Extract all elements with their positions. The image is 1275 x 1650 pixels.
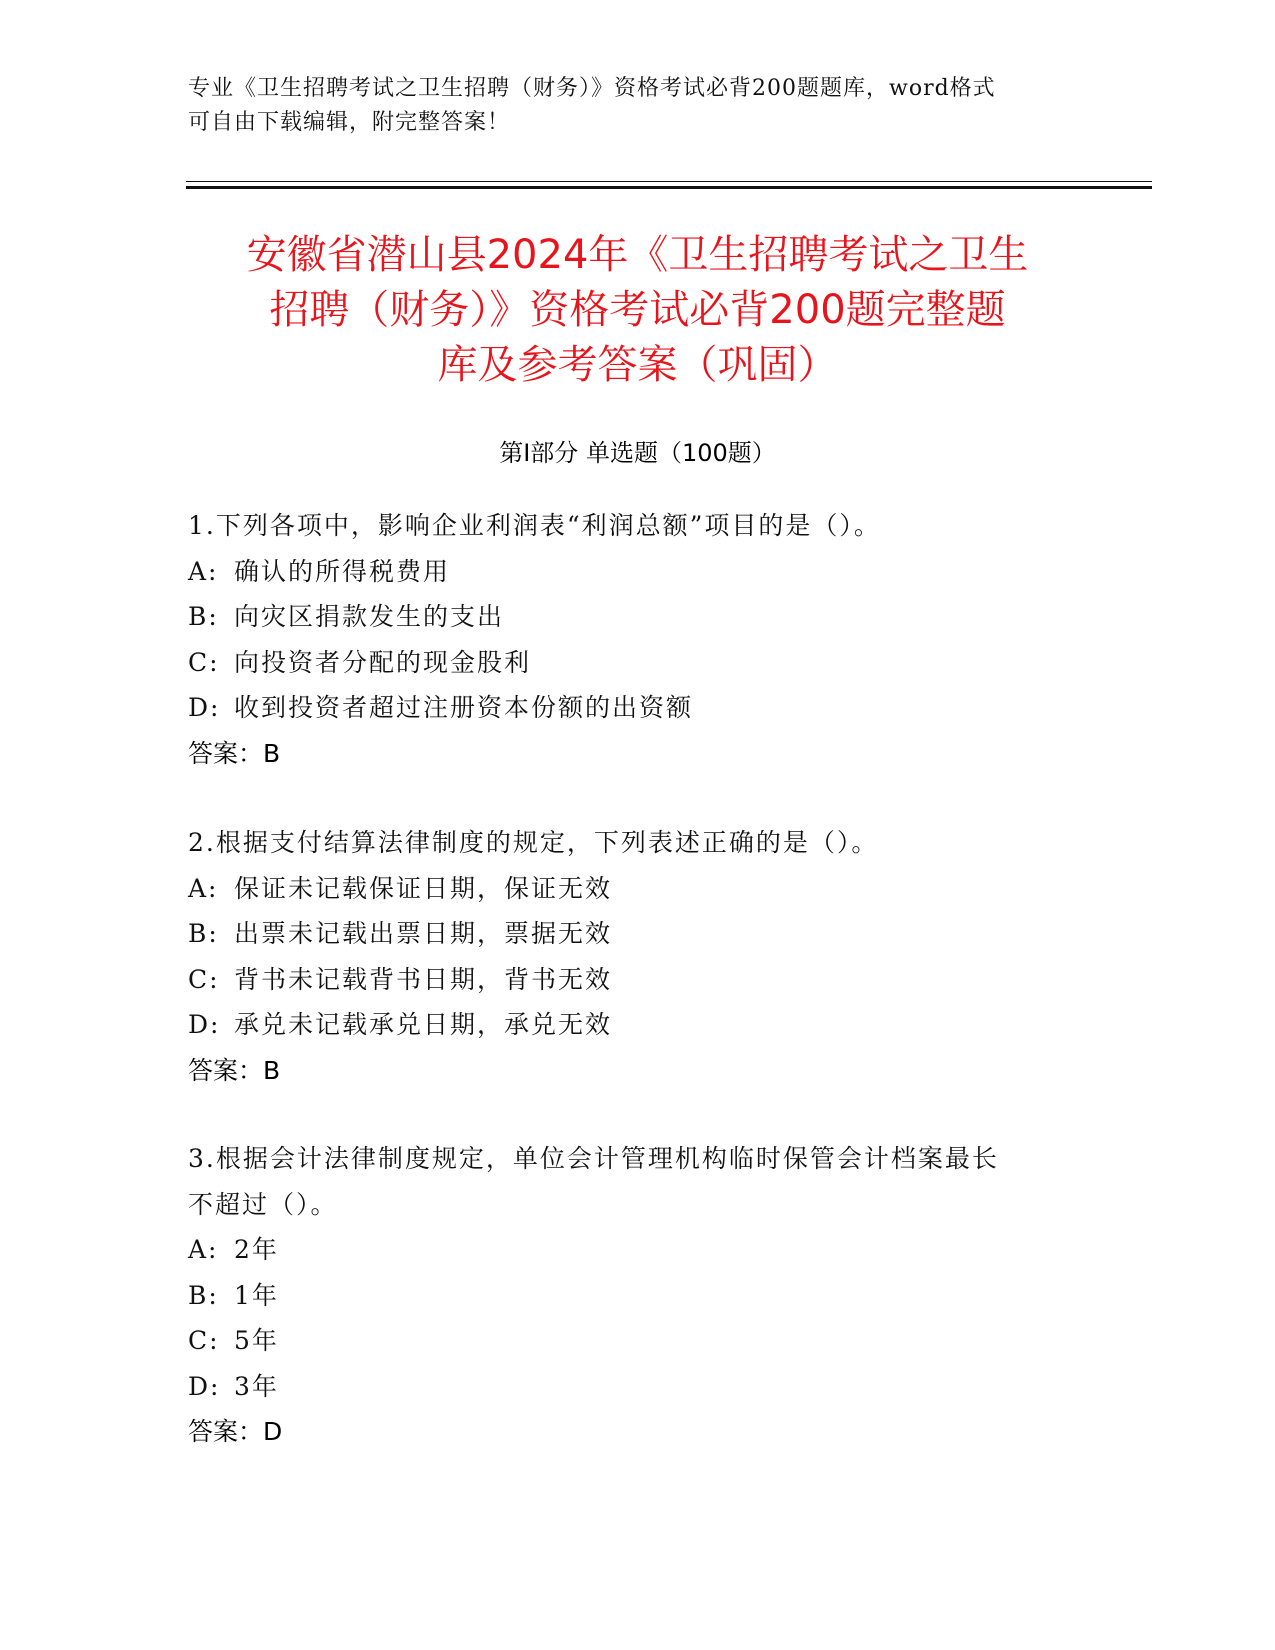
option-c <box>188 1318 1088 1364</box>
header-divider-thick <box>186 186 1152 189</box>
title-line: 招聘（财务）》资格考试必背200题完整题 <box>269 287 1006 333</box>
section-title: 第Ⅰ部分 单选题（100题） <box>499 439 776 467</box>
option-letter: C: <box>188 647 220 677</box>
option-letter: A: <box>188 1235 219 1264</box>
option-text: 2年 <box>234 1235 279 1264</box>
option-text: 收到投资者超过注册资本份额的出资额 <box>234 693 694 722</box>
option-letter: B: <box>188 1280 219 1310</box>
option-letter: C: <box>188 964 220 994</box>
question-2 <box>188 820 1088 1093</box>
answer-line: 答案：B <box>188 738 281 768</box>
answer-line: 答案：D <box>188 1417 283 1446</box>
header-note-line: 可自由下载编辑，附完整答案！ <box>188 110 511 135</box>
header-divider-thin <box>186 181 1152 182</box>
option-a <box>188 866 1088 912</box>
option-a <box>188 549 1088 595</box>
option-text: 3年 <box>234 1371 279 1401</box>
option-letter: A: <box>188 873 219 903</box>
question-stem: 2.根据支付结算法律制度的规定，下列表述正确的是（）。 <box>188 828 879 857</box>
option-b <box>188 911 1088 957</box>
header-note-line: 专业《卫生招聘考试之卫生招聘（财务）》资格考试必背200题题库，word格式 <box>188 76 996 101</box>
question-stem: 3.根据会计法律制度规定，单位会计管理机构临时保管会计档案最长 <box>188 1144 999 1173</box>
document-title <box>150 228 1125 393</box>
option-text: 1年 <box>234 1280 279 1310</box>
option-text: 背书未记载背书日期，背书无效 <box>234 964 613 994</box>
title-line: 安徽省潜山县2024年《卫生招聘考试之卫生 <box>246 232 1029 278</box>
option-b <box>188 594 1088 640</box>
option-letter: B: <box>188 919 219 948</box>
question-stem: 1.下列各项中，影响企业利润表“利润总额”项目的是（）。 <box>188 511 881 540</box>
question-stem-continued: 不超过（）。 <box>188 1189 338 1219</box>
option-text: 承兑未记载承兑日期，承兑无效 <box>234 1010 613 1039</box>
option-text: 向投资者分配的现金股利 <box>234 647 532 677</box>
option-text: 5年 <box>234 1326 279 1355</box>
option-letter: D: <box>188 693 221 722</box>
question-3 <box>188 1136 1088 1455</box>
option-d <box>188 1002 1088 1048</box>
option-letter: A: <box>188 556 219 586</box>
option-c <box>188 957 1088 1003</box>
option-text: 确认的所得税费用 <box>234 556 451 586</box>
option-text: 出票未记载出票日期，票据无效 <box>234 919 613 948</box>
option-a <box>188 1227 1088 1273</box>
option-b <box>188 1273 1088 1319</box>
option-letter: B: <box>188 602 219 631</box>
option-text: 保证未记载保证日期，保证无效 <box>234 873 613 903</box>
title-line: 库及参考答案（巩固） <box>437 342 838 388</box>
option-c <box>188 640 1088 686</box>
option-letter: D: <box>188 1371 221 1401</box>
option-letter: C: <box>188 1326 220 1355</box>
option-letter: D: <box>188 1010 221 1039</box>
question-1 <box>188 503 1088 776</box>
option-text: 向灾区捐款发生的支出 <box>234 602 505 631</box>
option-d <box>188 1364 1088 1410</box>
answer-line: 答案：B <box>188 1055 281 1085</box>
option-d <box>188 685 1088 731</box>
header-note <box>188 72 1088 140</box>
